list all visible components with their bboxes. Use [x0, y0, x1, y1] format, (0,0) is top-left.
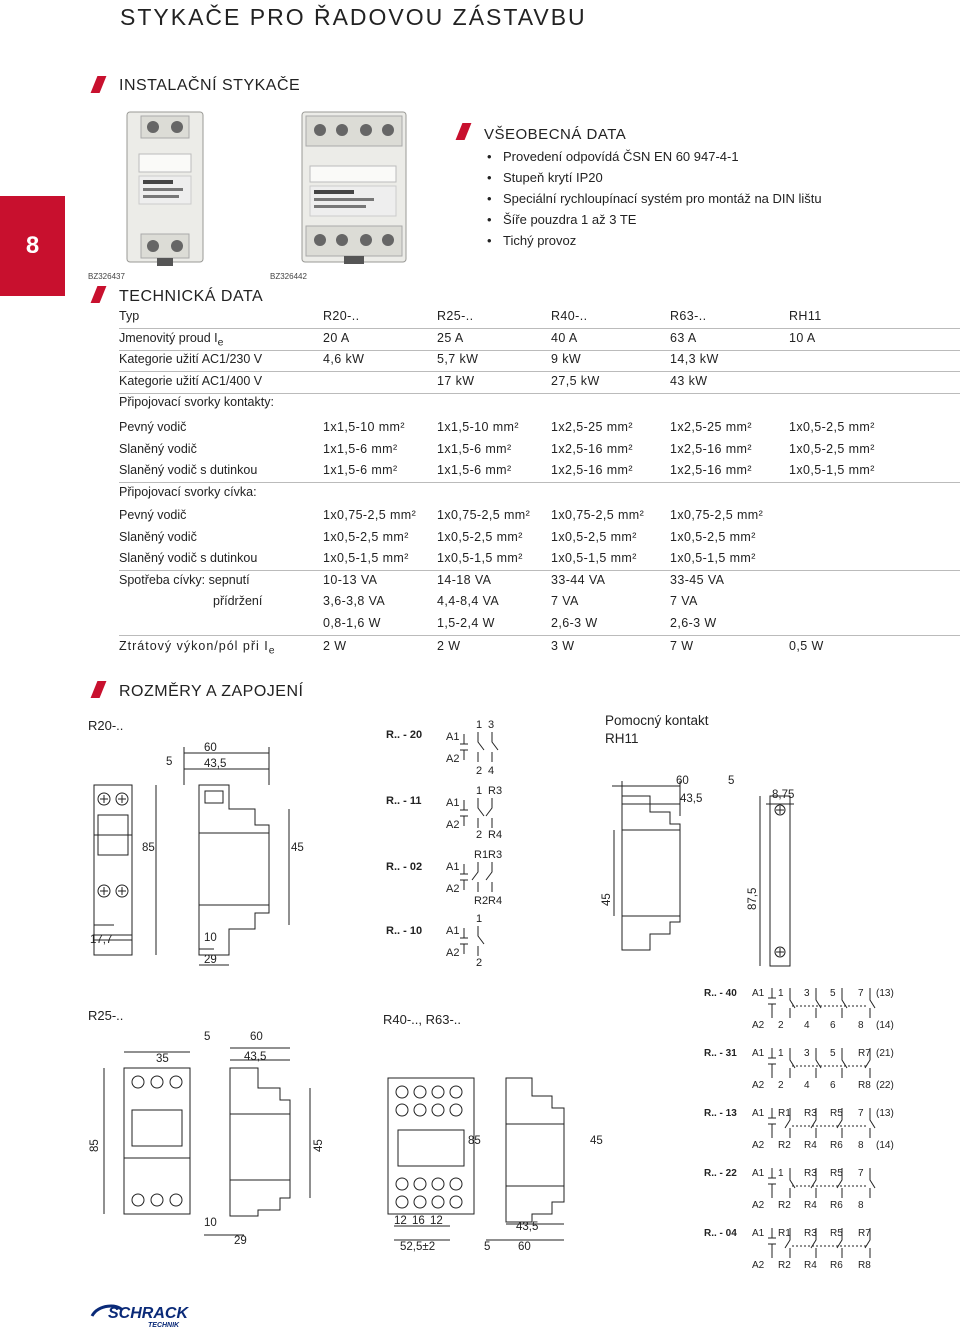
aux-title-line1: Pomocný kontakt: [605, 713, 709, 728]
aux-dim-87-5: 87,5: [747, 887, 759, 910]
dim-45: 45: [291, 842, 304, 854]
svg-text:3: 3: [488, 719, 495, 731]
scheme-terminal-bottom: R6: [830, 1200, 843, 1211]
row-separator: [119, 328, 960, 329]
table-cell: 1x0,75-2,5 mm²: [323, 508, 417, 522]
scheme-name: R.. - 22: [704, 1168, 737, 1179]
table-row: [119, 530, 960, 552]
section-marker-icon: [91, 76, 107, 93]
scheme-terminal-top: 7: [858, 1168, 864, 1179]
table-cell: 40 A: [551, 330, 578, 345]
scheme-terminal-bottom: R6: [830, 1140, 843, 1151]
table-cell: 1x0,5-1,5 mm²: [437, 551, 523, 566]
table-cell: 1x2,5-25 mm²: [670, 420, 752, 434]
drawing-r40: [380, 1040, 630, 1260]
product-image-r40: [298, 110, 410, 266]
table-cell: 9 kW: [551, 352, 582, 367]
table-cell: 2,6-3 W: [670, 616, 717, 630]
scheme-terminal-bottom: A2: [752, 1020, 765, 1031]
scheme-terminal-top: R1: [778, 1228, 791, 1239]
scheme-terminal-top: 7: [858, 988, 864, 999]
page-title: STYKAČE PRO ŘADOVOU ZÁSTAVBU: [120, 4, 587, 30]
scheme-terminal-top: 3: [804, 1048, 810, 1059]
aux-dim-45: 45: [601, 893, 613, 906]
r25-dim-10: 10: [204, 1217, 217, 1229]
scheme-terminal-bottom: R4: [804, 1200, 817, 1211]
row-label: Typ: [119, 309, 140, 323]
row-label: Pevný vodič: [119, 508, 187, 522]
section-marker-icon: [91, 681, 107, 698]
r40-dim-60: 60: [518, 1241, 531, 1253]
row-label: Připojovací svorky cívka:: [119, 484, 257, 499]
scheme-coil: [768, 1108, 776, 1138]
table-cell: 4,4-8,4 VA: [437, 594, 500, 609]
table-cell: 1x0,5-1,5 mm²: [551, 551, 637, 566]
r40-dim-16: 16: [412, 1215, 425, 1227]
scheme-terminal-bottom: R2: [778, 1200, 791, 1211]
table-cell: 1x1,5-6 mm²: [323, 463, 398, 478]
table-cell: 7 VA: [670, 594, 698, 609]
row-label: přídržení: [213, 594, 263, 609]
dim-29: 29: [204, 954, 217, 966]
scheme-name: R.. - 40: [704, 988, 737, 999]
row-separator: [119, 482, 960, 483]
table-cell: 1x1,5-10 mm²: [323, 420, 405, 434]
scheme-terminal-bottom: R2: [778, 1260, 791, 1271]
scheme-terminal-top: 7: [858, 1108, 864, 1119]
dim-10: 10: [204, 932, 217, 944]
table-cell: 10-13 VA: [323, 572, 378, 587]
aux-title-line2: RH11: [605, 731, 639, 746]
scheme-contact: [870, 1168, 875, 1198]
scheme-terminal-bottom: 6: [830, 1020, 836, 1031]
scheme-terminal-top: A1: [752, 1168, 765, 1179]
scheme-name: R.. - 31: [704, 1048, 737, 1059]
scheme-name: R.. - 04: [704, 1228, 737, 1239]
scheme-contact: [790, 988, 795, 1018]
svg-text:R4: R4: [488, 895, 503, 907]
scheme-terminal-bottom: R6: [830, 1260, 843, 1271]
table-cell: R25-..: [437, 309, 474, 323]
scheme-contact: [816, 988, 821, 1018]
scheme-coil: [768, 1048, 776, 1078]
svg-text:A1: A1: [446, 731, 460, 743]
scheme-terminal-bottom: R8: [858, 1260, 871, 1271]
r25-dim-29: 29: [234, 1235, 247, 1247]
table-cell: R63-..: [670, 309, 707, 323]
table-cell: 2 W: [323, 639, 347, 653]
row-label: Slaněný vodič: [119, 441, 197, 456]
svg-text:2: 2: [476, 957, 483, 968]
scheme-contact: [790, 1168, 795, 1198]
r25-dim-45: 45: [313, 1139, 325, 1152]
scheme-terminal-bottom: A2: [752, 1140, 765, 1151]
scheme-terminal-top: (13): [876, 1108, 894, 1119]
dim-85: 85: [142, 842, 155, 854]
row-separator: [119, 635, 960, 636]
tech-data-title: TECHNICKÁ DATA: [119, 288, 264, 305]
scheme-terminal-top: (21): [876, 1048, 894, 1059]
table-cell: 7 VA: [551, 594, 579, 609]
row-label: Slaněný vodič: [119, 529, 197, 544]
table-cell: 1x0,5-1,5 mm²: [670, 551, 756, 566]
scheme-terminal-top: R3: [804, 1108, 817, 1119]
scheme-terminal-top: R3: [804, 1168, 817, 1179]
fig-label-r20: R20-..: [88, 718, 124, 733]
schemes-small: [384, 718, 524, 968]
scheme-terminal-bottom: 8: [858, 1140, 864, 1151]
image-caption-2: BZ326442: [270, 272, 307, 281]
row-label-subscript: e: [217, 337, 224, 349]
scheme-contact: [816, 1048, 821, 1078]
table-cell: 27,5 kW: [551, 373, 600, 388]
scheme-terminal-top: R7: [858, 1228, 871, 1239]
table-cell: 0,8-1,6 W: [323, 616, 381, 630]
r40-dim-43-5: 43,5: [516, 1221, 539, 1233]
table-cell: 20 A: [323, 330, 350, 345]
svg-text:A2: A2: [446, 819, 460, 831]
table-cell: 10 A: [789, 330, 816, 345]
table-cell: 1x1,5-6 mm²: [437, 463, 512, 478]
table-cell: 33-44 VA: [551, 572, 606, 587]
table-cell: 14-18 VA: [437, 572, 492, 587]
scheme-coil: [768, 1168, 776, 1198]
r25-dim-43-5: 43,5: [244, 1051, 267, 1063]
svg-text:A1: A1: [446, 925, 460, 937]
table-cell: 17 kW: [437, 373, 475, 388]
table-cell: 1x0,5-2,5 mm²: [551, 529, 637, 544]
scheme-terminal-bottom: 4: [804, 1080, 810, 1091]
dim-60: 60: [204, 742, 217, 754]
svg-text:R.. - 10: R.. - 10: [386, 925, 423, 937]
table-cell: 7 W: [670, 639, 694, 653]
scheme-contact: [842, 988, 847, 1018]
dim-43-5: 43,5: [204, 758, 227, 770]
general-data-list: [487, 146, 822, 251]
scheme-terminal-bottom: 2: [778, 1080, 784, 1091]
row-separator: [119, 350, 960, 351]
table-cell: 1x0,5-1,5 mm²: [789, 463, 875, 478]
table-row: [119, 594, 960, 616]
table-cell: 1x2,5-16 mm²: [551, 463, 633, 478]
table-cell: 1x0,5-2,5 mm²: [437, 529, 523, 544]
scheme-contact: [870, 1108, 875, 1138]
svg-text:A1: A1: [446, 797, 460, 809]
row-label: Slaněný vodič s dutinkou: [119, 551, 258, 566]
row-label: Kategorie užití AC1/400 V: [119, 373, 263, 388]
scheme-terminal-bottom: R4: [804, 1260, 817, 1271]
scheme-terminal-top: R5: [830, 1108, 843, 1119]
r25-dim-35: 35: [156, 1053, 169, 1065]
section-marker-icon: [91, 286, 107, 303]
general-data-title: VŠEOBECNÁ DATA: [484, 126, 627, 143]
svg-text:TECHNIK: TECHNIK: [148, 1322, 180, 1328]
scheme-terminal-top: 1: [778, 988, 784, 999]
list-item: • Stupeň krytí IP20: [487, 167, 822, 188]
svg-text:SCHRACK: SCHRACK: [108, 1305, 188, 1322]
table-cell: RH11: [789, 309, 822, 323]
scheme-terminal-bottom: 8: [858, 1200, 864, 1211]
row-label: Jmenovitý proud $I_e$: [119, 330, 224, 349]
table-cell: 1x2,5-16 mm²: [551, 441, 633, 456]
table-row: [119, 420, 960, 442]
scheme-terminal-top: 1: [778, 1048, 784, 1059]
scheme-terminal-top: 1: [778, 1168, 784, 1179]
row-label: Slaněný vodič s dutinkou: [119, 463, 258, 478]
aux-title: [605, 712, 709, 748]
list-item: • Provedení odpovídá ČSN EN 60 947-4-1: [487, 146, 822, 167]
table-cell: 1x0,5-2,5 mm²: [670, 529, 756, 544]
table-cell: 14,3 kW: [670, 352, 719, 367]
r25-dim-85: 85: [89, 1139, 101, 1152]
dims-title: ROZMĚRY A ZAPOJENÍ: [119, 683, 304, 700]
dim-5: 5: [166, 756, 173, 768]
product-image-r20: [117, 110, 213, 266]
row-separator: [119, 570, 960, 571]
scheme-contact: [842, 1048, 847, 1078]
table-cell: 63 A: [670, 330, 697, 345]
scheme-terminal-bottom: (22): [876, 1080, 894, 1091]
table-cell: R20-..: [323, 309, 360, 323]
scheme-terminal-bottom: A2: [752, 1260, 765, 1271]
table-cell: 33-45 VA: [670, 572, 725, 587]
table-cell: 1x0,75-2,5 mm²: [437, 508, 531, 522]
svg-text:R3: R3: [488, 785, 503, 797]
aux-dim-5: 5: [728, 775, 735, 787]
svg-text:1: 1: [476, 719, 483, 731]
table-row: [119, 395, 960, 417]
section-title-install: INSTALAČNÍ STYKAČE: [119, 77, 301, 94]
scheme-terminal-bottom: R4: [804, 1140, 817, 1151]
schemes-large: [700, 984, 900, 1274]
r40-dim-52-5: 52,5±2: [400, 1241, 436, 1253]
svg-text:A1: A1: [446, 861, 460, 873]
svg-text:A2: A2: [446, 883, 460, 895]
table-cell: 2 W: [437, 639, 461, 653]
scheme-terminal-top: A1: [752, 1228, 765, 1239]
r40-dim-45: 45: [590, 1135, 603, 1147]
table-cell: 1x0,5-2,5 mm²: [323, 529, 409, 544]
row-separator: [119, 393, 960, 394]
r40-dim-5: 5: [484, 1241, 491, 1253]
aux-dim-8-75: 8,75: [772, 789, 795, 801]
drawing-rh11: [592, 766, 832, 976]
svg-text:1: 1: [476, 785, 483, 797]
scheme-terminal-bottom: 6: [830, 1080, 836, 1091]
scheme-terminal-bottom: A2: [752, 1200, 765, 1211]
r40-dim-12a: 12: [394, 1215, 407, 1227]
list-item: • Speciální rychloupínací systém pro montáž na DIN lištu: [487, 188, 822, 209]
r25-dim-60: 60: [250, 1031, 263, 1043]
svg-text:R.. - 02: R.. - 02: [386, 861, 423, 873]
svg-text:R3: R3: [488, 849, 503, 861]
table-row: [119, 573, 960, 595]
table-cell: 1x1,5-10 mm²: [437, 420, 519, 434]
fig-label-r25: R25-..: [88, 1008, 124, 1023]
table-cell: 1x2,5-16 mm²: [670, 441, 752, 456]
r40-dim-85: 85: [468, 1135, 481, 1147]
image-caption-1: BZ326437: [88, 272, 125, 281]
scheme-terminal-top: A1: [752, 1108, 765, 1119]
row-separator: [119, 371, 960, 372]
table-cell: 3 W: [551, 639, 575, 653]
scheme-contact: [790, 1048, 795, 1078]
dim-17-7: 17,7: [90, 934, 113, 946]
table-cell: 1x2,5-25 mm²: [551, 420, 633, 434]
table-cell: 1x1,5-6 mm²: [437, 441, 512, 456]
row-label: Připojovací svorky kontakty:: [119, 395, 274, 410]
fig-label-r40: R40-.., R63-..: [383, 1012, 462, 1027]
svg-text:R.. - 11: R.. - 11: [386, 795, 422, 807]
svg-text:R2: R2: [474, 895, 489, 907]
row-label-subscript: e: [268, 645, 276, 657]
table-row: [119, 508, 960, 530]
section-marker-icon: [456, 123, 472, 140]
table-cell: R40-..: [551, 309, 588, 323]
scheme-coil: [768, 1228, 776, 1258]
aux-dim-60: 60: [676, 775, 689, 787]
scheme-terminal-bottom: 4: [804, 1020, 810, 1031]
table-cell: 25 A: [437, 330, 464, 345]
table-cell: 1,5-2,4 W: [437, 616, 495, 630]
brand-logo: [88, 1302, 208, 1328]
svg-text:2: 2: [476, 829, 483, 841]
scheme-terminal-bottom: 2: [778, 1020, 784, 1031]
scheme-terminal-top: A1: [752, 988, 765, 999]
drawing-r20: [84, 735, 324, 970]
table-cell: 3,6-3,8 VA: [323, 594, 386, 609]
list-item: • Šíře pouzdra 1 až 3 TE: [487, 209, 822, 230]
r25-dim-5: 5: [204, 1031, 211, 1043]
scheme-terminal-top: 5: [830, 988, 836, 999]
table-cell: 4,6 kW: [323, 352, 365, 367]
scheme-coil: [768, 988, 776, 1018]
svg-text:2: 2: [476, 765, 483, 777]
row-label: Ztrátový výkon/pól při $I_e$: [119, 639, 276, 657]
scheme-terminal-top: A1: [752, 1048, 765, 1059]
table-cell: 1x0,5-2,5 mm²: [789, 420, 875, 434]
scheme-terminal-top: (13): [876, 988, 894, 999]
scheme-contact: [870, 988, 875, 1018]
row-label: Kategorie užití AC1/230 V: [119, 352, 263, 367]
r40-dim-12b: 12: [430, 1215, 443, 1227]
scheme-terminal-top: R3: [804, 1228, 817, 1239]
scheme-terminal-bottom: A2: [752, 1080, 765, 1091]
table-cell: 0,5 W: [789, 639, 824, 653]
table-cell: 1x1,5-6 mm²: [323, 441, 398, 456]
table-row: [119, 639, 960, 661]
svg-text:A2: A2: [446, 947, 460, 959]
table-cell: 1x0,5-2,5 mm²: [789, 441, 875, 456]
table-cell: 1x0,75-2,5 mm²: [551, 508, 645, 522]
svg-text:1: 1: [476, 913, 483, 925]
svg-text:R.. - 20: R.. - 20: [386, 729, 423, 741]
table-cell: 1x2,5-16 mm²: [670, 463, 752, 478]
scheme-terminal-bottom: (14): [876, 1020, 894, 1031]
scheme-terminal-top: R5: [830, 1168, 843, 1179]
scheme-name: R.. - 13: [704, 1108, 737, 1119]
scheme-terminal-top: 5: [830, 1048, 836, 1059]
svg-text:A2: A2: [446, 753, 460, 765]
svg-text:4: 4: [488, 765, 495, 777]
svg-text:R1: R1: [474, 849, 489, 861]
table-cell: 1x0,75-2,5 mm²: [670, 508, 764, 522]
scheme-terminal-top: R7: [858, 1048, 871, 1059]
svg-text:R4: R4: [488, 829, 503, 841]
aux-dim-43-5: 43,5: [680, 793, 703, 805]
scheme-terminal-bottom: (14): [876, 1140, 894, 1151]
row-label: Pevný vodič: [119, 420, 187, 434]
scheme-terminal-bottom: 8: [858, 1020, 864, 1031]
table-row: [119, 485, 960, 507]
list-item: • Tichý provoz: [487, 230, 822, 251]
table-cell: 5,7 kW: [437, 352, 479, 367]
table-cell: 1x0,5-1,5 mm²: [323, 551, 409, 566]
table-row: [119, 442, 960, 464]
row-label: Spotřeba cívky: sepnutí: [119, 572, 250, 587]
scheme-terminal-bottom: R2: [778, 1140, 791, 1151]
chapter-tab: 8: [0, 196, 65, 296]
scheme-terminal-bottom: R8: [858, 1080, 871, 1091]
scheme-terminal-top: R1: [778, 1108, 791, 1119]
table-cell: 43 kW: [670, 373, 708, 388]
scheme-terminal-top: R5: [830, 1228, 843, 1239]
scheme-terminal-top: 3: [804, 988, 810, 999]
table-cell: 2,6-3 W: [551, 616, 598, 630]
drawing-r25: [84, 1030, 344, 1255]
